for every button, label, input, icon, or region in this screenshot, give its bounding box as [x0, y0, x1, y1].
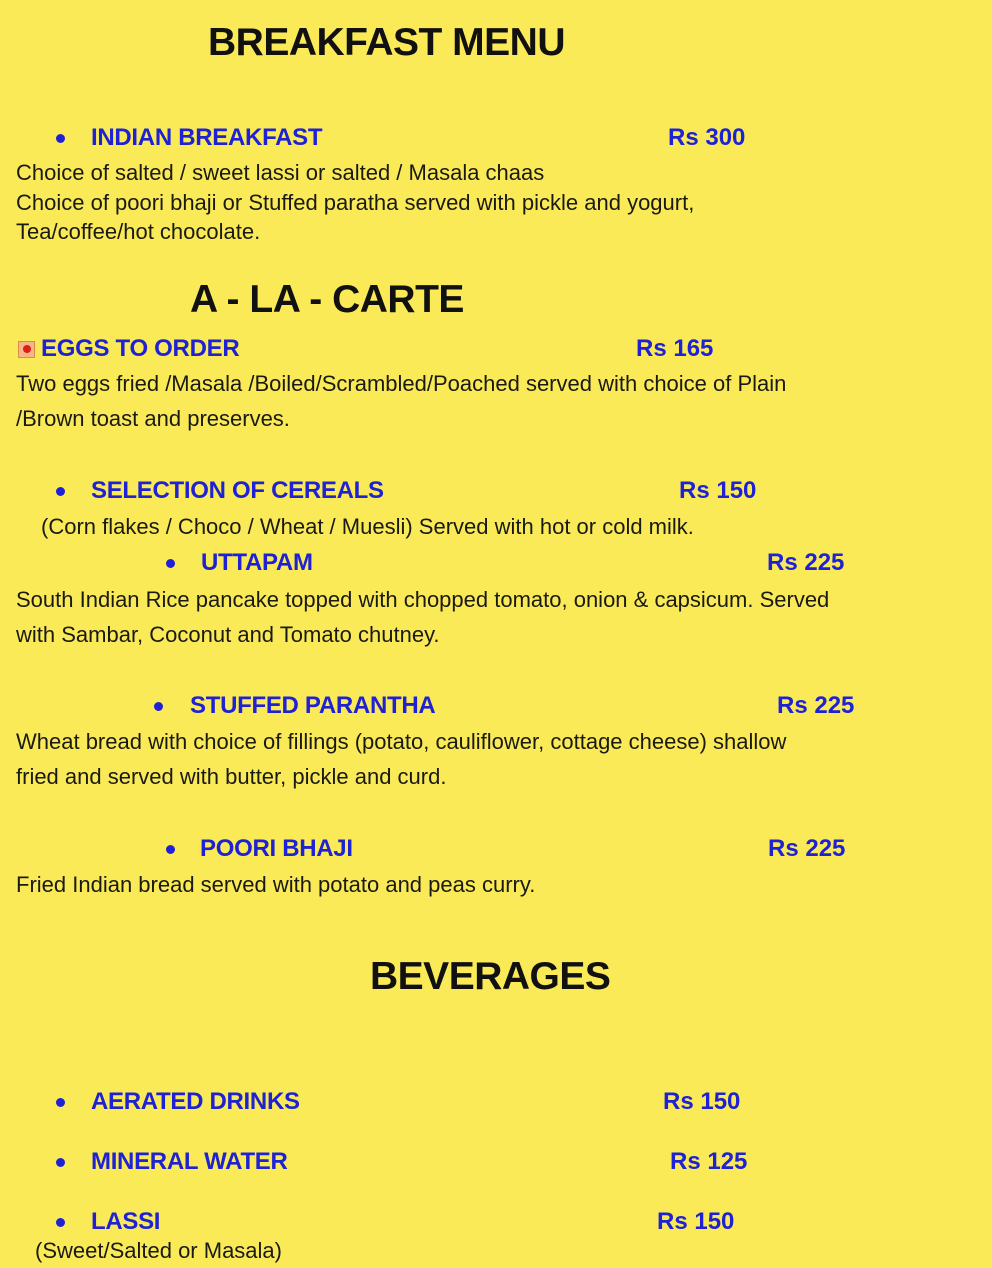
item-price: Rs 225: [767, 549, 845, 576]
item-desc: Tea/coffee/hot chocolate.: [16, 219, 261, 244]
item-desc: (Corn flakes / Choco / Wheat / Muesli) Served with hot or cold milk.: [41, 514, 694, 539]
item-label: AERATED DRINKS: [91, 1088, 300, 1115]
item-label: UTTAPAM: [201, 549, 313, 576]
item-price: Rs 165: [636, 335, 714, 362]
bullet-icon: [56, 1218, 65, 1227]
page-title: BREAKFAST MENU: [208, 21, 566, 64]
item-price: Rs 125: [670, 1148, 748, 1175]
item-desc: fried and served with butter, pickle and curd.: [16, 764, 447, 789]
item-price: Rs 225: [768, 835, 846, 862]
egg-icon: [18, 341, 35, 358]
item-price: Rs 150: [679, 477, 757, 504]
bullet-icon: [56, 487, 65, 496]
bullet-icon: [56, 134, 65, 143]
item-label: POORI BHAJI: [200, 835, 353, 862]
item-desc: Two eggs fried /Masala /Boiled/Scrambled/Poached served with choice of Plain: [16, 371, 787, 396]
section-heading-beverages: BEVERAGES: [370, 955, 611, 998]
item-desc: Choice of salted / sweet lassi or salted / Masala chaas: [16, 160, 545, 185]
item-label: INDIAN BREAKFAST: [91, 124, 323, 151]
item-desc: with Sambar, Coconut and Tomato chutney.: [16, 622, 440, 647]
bullet-icon: [166, 845, 175, 854]
item-price: Rs 225: [777, 692, 855, 719]
item-price: Rs 150: [663, 1088, 741, 1115]
item-label: STUFFED PARANTHA: [190, 692, 436, 719]
bullet-icon: [166, 559, 175, 568]
item-desc: (Sweet/Salted or Masala): [35, 1238, 282, 1263]
item-label: EGGS TO ORDER: [41, 335, 240, 362]
item-desc: Choice of poori bhaji or Stuffed paratha served with pickle and yogurt,: [16, 190, 695, 215]
item-price: Rs 300: [668, 124, 746, 151]
bullet-icon: [154, 702, 163, 711]
item-label: LASSI: [91, 1208, 161, 1235]
bullet-icon: [56, 1158, 65, 1167]
item-price: Rs 150: [657, 1208, 735, 1235]
item-label: MINERAL WATER: [91, 1148, 288, 1175]
item-desc: Wheat bread with choice of fillings (potato, cauliflower, cottage cheese) shallow: [16, 729, 787, 754]
item-desc: /Brown toast and preserves.: [16, 406, 290, 431]
item-label: SELECTION OF CEREALS: [91, 477, 384, 504]
item-desc: South Indian Rice pancake topped with chopped tomato, onion & capsicum. Served: [16, 587, 830, 612]
bullet-icon: [56, 1098, 65, 1107]
section-heading-a-la-carte: A - LA - CARTE: [190, 278, 464, 321]
item-desc: Fried Indian bread served with potato and peas curry.: [16, 872, 536, 897]
